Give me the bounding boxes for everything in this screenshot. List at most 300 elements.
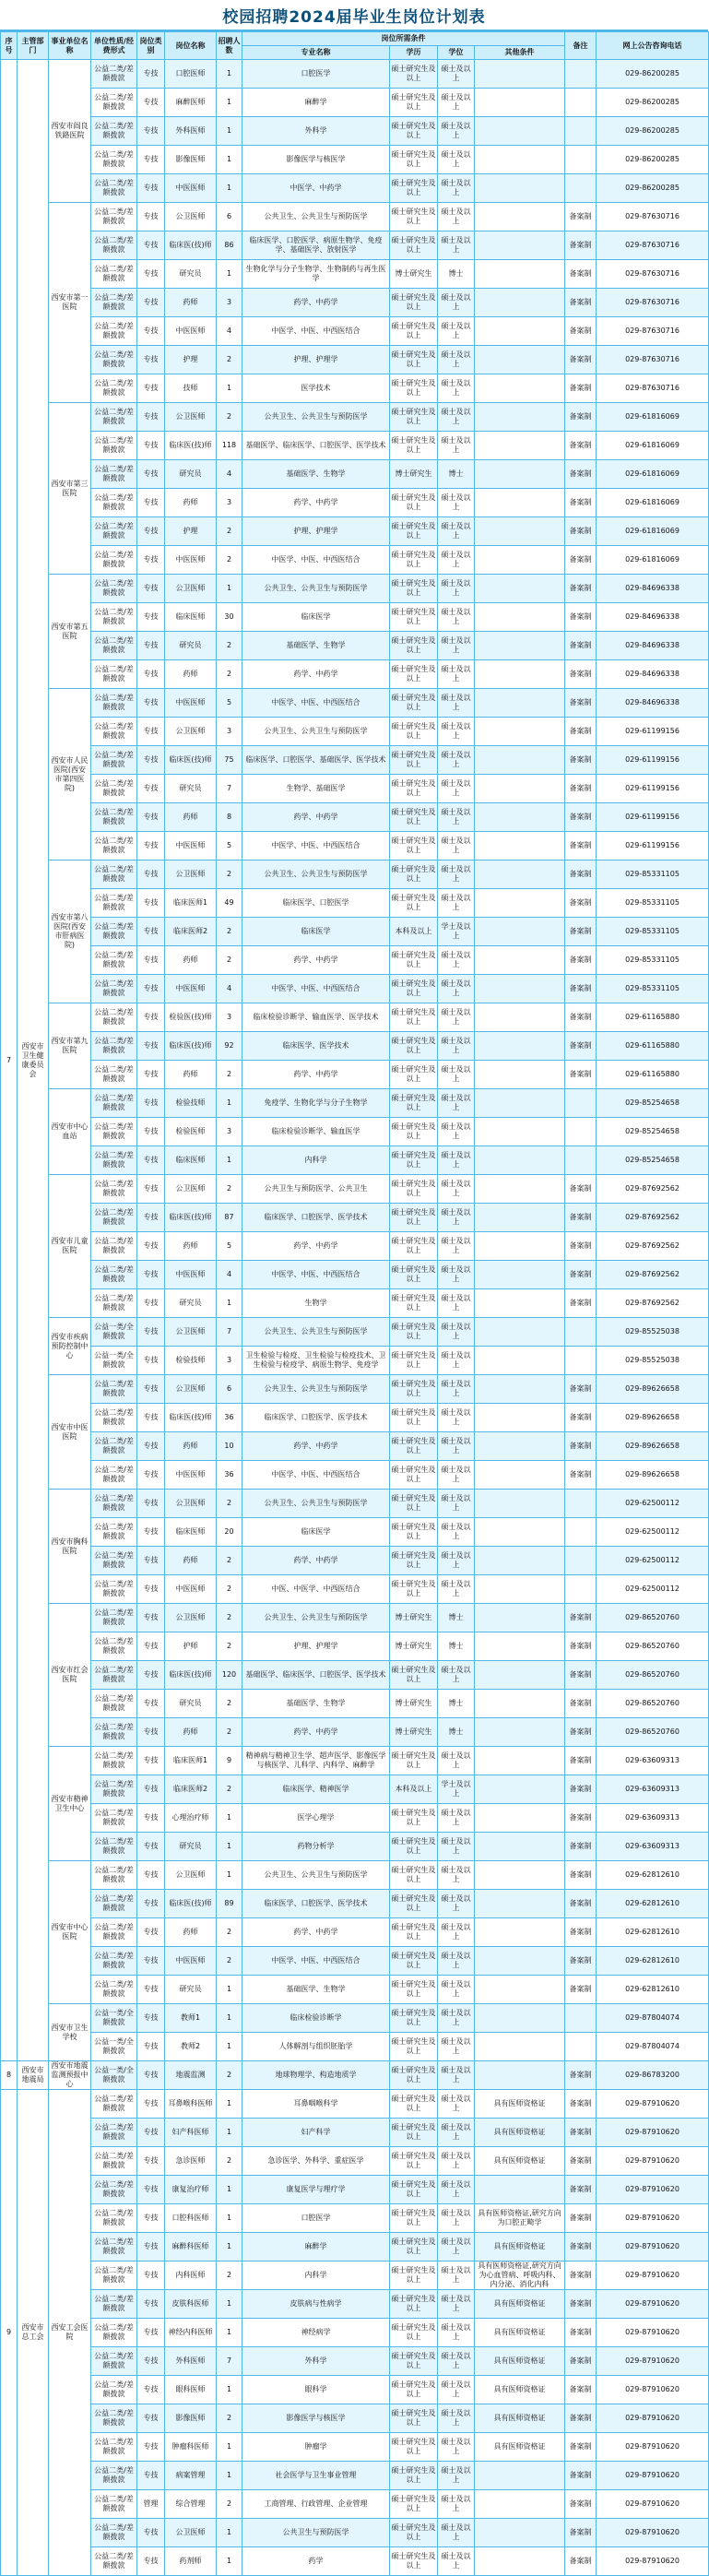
other-cell bbox=[475, 603, 565, 632]
other-cell bbox=[475, 861, 565, 889]
post-name-cell: 外科医师 bbox=[165, 117, 217, 146]
table-header bbox=[1, 32, 709, 60]
contact-cell: 029-87910620 bbox=[597, 2233, 709, 2261]
table-row bbox=[1, 2090, 709, 2119]
edu-cell: 硕士研究生及以上 bbox=[390, 1661, 438, 1690]
other-cell bbox=[475, 289, 565, 317]
major-cell: 中医学、中医、中西医结合 bbox=[242, 1261, 390, 1289]
table-row bbox=[1, 2347, 709, 2376]
degree-cell: 学士及以上 bbox=[438, 1775, 475, 1804]
table-row bbox=[1, 1061, 709, 1089]
post-type-cell: 专技 bbox=[137, 1747, 165, 1775]
edu-cell: 硕士研究生及以上 bbox=[390, 203, 438, 231]
major-cell: 耳鼻咽喉科学 bbox=[242, 2090, 390, 2119]
unit-cell: 西安市儿童医院 bbox=[49, 1175, 91, 1318]
table-row bbox=[1, 2033, 709, 2061]
other-cell bbox=[475, 1375, 565, 1404]
post-type-cell: 专技 bbox=[137, 1175, 165, 1204]
other-cell bbox=[475, 1604, 565, 1632]
table-row bbox=[1, 946, 709, 975]
edu-cell: 硕士研究生及以上 bbox=[390, 1747, 438, 1775]
header-remark: 备注 bbox=[565, 32, 597, 60]
major-cell: 地球物理学、构造地质学 bbox=[242, 2061, 390, 2090]
table-row bbox=[1, 1289, 709, 1318]
nature-cell: 公益二类/差额拨款 bbox=[91, 174, 137, 203]
contact-cell: 029-86200285 bbox=[597, 89, 709, 117]
table-row bbox=[1, 1632, 709, 1661]
contact-cell: 029-61816069 bbox=[597, 546, 709, 575]
remark-cell: 备案制 bbox=[565, 946, 597, 975]
nature-cell: 公益二类/差额拨款 bbox=[91, 2547, 137, 2576]
degree-cell: 硕士及以上 bbox=[438, 2347, 475, 2376]
post-name-cell: 心理治疗师 bbox=[165, 1804, 217, 1833]
quota-cell: 2 bbox=[217, 861, 242, 889]
remark-cell: 备案制 bbox=[565, 203, 597, 231]
post-name-cell: 药师 bbox=[165, 803, 217, 832]
major-cell: 公共卫生、公共卫生与预防医学 bbox=[242, 1490, 390, 1518]
post-name-cell: 康复治疗师 bbox=[165, 2176, 217, 2204]
post-name-cell: 中医医师 bbox=[165, 317, 217, 346]
post-name-cell: 护师 bbox=[165, 1632, 217, 1661]
nature-cell: 公益一类/全额拨款 bbox=[91, 1318, 137, 1347]
nature-cell: 公益二类/差额拨款 bbox=[91, 432, 137, 460]
remark-cell bbox=[565, 146, 597, 174]
quota-cell: 20 bbox=[217, 1518, 242, 1547]
nature-cell: 公益二类/差额拨款 bbox=[91, 832, 137, 861]
nature-cell: 公益二类/差额拨款 bbox=[91, 660, 137, 689]
major-cell: 护理、护理学 bbox=[242, 1632, 390, 1661]
quota-cell: 87 bbox=[217, 1204, 242, 1232]
quota-cell: 1 bbox=[217, 2462, 242, 2490]
post-type-cell: 专技 bbox=[137, 117, 165, 146]
post-name-cell: 中医医师 bbox=[165, 1261, 217, 1289]
edu-cell: 硕士研究生及以上 bbox=[390, 1061, 438, 1089]
major-cell: 临床医学、医学技术 bbox=[242, 1032, 390, 1061]
major-cell: 中医学、中医、中西医结合 bbox=[242, 975, 390, 1003]
table-row bbox=[1, 546, 709, 575]
contact-cell: 029-87804074 bbox=[597, 2033, 709, 2061]
degree-cell: 硕士及以上 bbox=[438, 546, 475, 575]
degree-cell: 硕士及以上 bbox=[438, 660, 475, 689]
edu-cell: 硕士研究生及以上 bbox=[390, 289, 438, 317]
major-cell: 临床医学、口腔医学、病原生物学、免疫学、基础医学、放射医学 bbox=[242, 231, 390, 260]
post-type-cell: 专技 bbox=[137, 289, 165, 317]
other-cell bbox=[475, 1718, 565, 1747]
nature-cell: 公益二类/差额拨款 bbox=[91, 2319, 137, 2347]
quota-cell: 3 bbox=[217, 718, 242, 746]
nature-cell: 公益二类/差额拨款 bbox=[91, 1775, 137, 1804]
recruitment-plan-table bbox=[0, 31, 709, 2576]
post-type-cell: 专技 bbox=[137, 1804, 165, 1833]
degree-cell: 硕士及以上 bbox=[438, 117, 475, 146]
unit-cell: 西安市精神卫生中心 bbox=[49, 1747, 91, 1861]
post-name-cell: 口腔医师 bbox=[165, 60, 217, 89]
quota-cell: 2 bbox=[217, 517, 242, 546]
remark-cell: 备案制 bbox=[565, 546, 597, 575]
post-type-cell: 专技 bbox=[137, 2261, 165, 2290]
table-row bbox=[1, 2233, 709, 2261]
quota-cell: 5 bbox=[217, 689, 242, 718]
major-cell: 公共卫生与预防医学 bbox=[242, 2519, 390, 2547]
table-row bbox=[1, 2004, 709, 2033]
remark-cell: 备案制 bbox=[565, 975, 597, 1003]
post-name-cell: 药师 bbox=[165, 660, 217, 689]
post-type-cell: 专技 bbox=[137, 1461, 165, 1490]
remark-cell: 备案制 bbox=[565, 1232, 597, 1261]
post-name-cell: 影像医师 bbox=[165, 2404, 217, 2433]
remark-cell bbox=[565, 1518, 597, 1547]
degree-cell: 硕士及以上 bbox=[438, 2033, 475, 2061]
degree-cell: 硕士及以上 bbox=[438, 775, 475, 803]
unit-cell: 西安市中医医院 bbox=[49, 1375, 91, 1490]
edu-cell: 硕士研究生及以上 bbox=[390, 403, 438, 432]
post-name-cell: 研究员 bbox=[165, 1976, 217, 2004]
degree-cell: 硕士及以上 bbox=[438, 575, 475, 603]
post-type-cell: 专技 bbox=[137, 1518, 165, 1547]
contact-cell: 029-61165880 bbox=[597, 1003, 709, 1032]
remark-cell: 备案制 bbox=[565, 632, 597, 660]
post-name-cell: 药师 bbox=[165, 1547, 217, 1575]
post-type-cell: 专技 bbox=[137, 746, 165, 775]
contact-cell: 029-61199156 bbox=[597, 746, 709, 775]
post-type-cell: 专技 bbox=[137, 2462, 165, 2490]
table-row bbox=[1, 1833, 709, 1861]
unit-cell: 西安市卫生学校 bbox=[49, 2004, 91, 2061]
remark-cell: 备案制 bbox=[565, 803, 597, 832]
other-cell bbox=[475, 2176, 565, 2204]
major-cell: 肿瘤学 bbox=[242, 2433, 390, 2462]
major-cell: 公共卫生、公共卫生与预防医学 bbox=[242, 1375, 390, 1404]
edu-cell: 硕士研究生及以上 bbox=[390, 60, 438, 89]
remark-cell bbox=[565, 60, 597, 89]
contact-cell: 029-61199156 bbox=[597, 832, 709, 861]
other-cell bbox=[475, 1432, 565, 1461]
remark-cell: 备案制 bbox=[565, 1261, 597, 1289]
nature-cell: 公益二类/差额拨款 bbox=[91, 946, 137, 975]
table-row bbox=[1, 60, 709, 89]
quota-cell: 2 bbox=[217, 1575, 242, 1604]
other-cell bbox=[475, 1976, 565, 2004]
other-cell bbox=[475, 60, 565, 89]
quota-cell: 2 bbox=[217, 2261, 242, 2290]
table-row bbox=[1, 374, 709, 403]
post-name-cell: 检验医师 bbox=[165, 1118, 217, 1146]
degree-cell: 硕士及以上 bbox=[438, 1833, 475, 1861]
table-row bbox=[1, 1547, 709, 1575]
nature-cell: 公益二类/差额拨款 bbox=[91, 1518, 137, 1547]
major-cell: 社会医学与卫生事业管理 bbox=[242, 2462, 390, 2490]
degree-cell: 硕士及以上 bbox=[438, 1375, 475, 1404]
contact-cell: 029-87910620 bbox=[597, 2347, 709, 2376]
degree-cell: 硕士及以上 bbox=[438, 2462, 475, 2490]
post-name-cell: 肿瘤科医师 bbox=[165, 2433, 217, 2462]
table-row bbox=[1, 2061, 709, 2090]
edu-cell: 硕士研究生及以上 bbox=[390, 1547, 438, 1575]
degree-cell: 硕士及以上 bbox=[438, 1347, 475, 1375]
contact-cell: 029-87692562 bbox=[597, 1289, 709, 1318]
other-cell bbox=[475, 403, 565, 432]
other-cell: 具有医师资格证 bbox=[475, 2376, 565, 2404]
nature-cell: 公益二类/差额拨款 bbox=[91, 2290, 137, 2319]
degree-cell: 硕士及以上 bbox=[438, 1318, 475, 1347]
table-row bbox=[1, 1804, 709, 1833]
post-name-cell: 中医医师 bbox=[165, 174, 217, 203]
major-cell: 药学、中药学 bbox=[242, 1547, 390, 1575]
other-cell bbox=[475, 374, 565, 403]
post-type-cell: 专技 bbox=[137, 1976, 165, 2004]
nature-cell: 公益二类/差额拨款 bbox=[91, 975, 137, 1003]
edu-cell: 硕士研究生及以上 bbox=[390, 2176, 438, 2204]
table-row bbox=[1, 432, 709, 460]
unit-cell: 西安市第一医院 bbox=[49, 203, 91, 403]
major-cell: 康复医学与理疗学 bbox=[242, 2176, 390, 2204]
other-cell: 具有医师资格证 bbox=[475, 2433, 565, 2462]
other-cell bbox=[475, 632, 565, 660]
quota-cell: 2 bbox=[217, 1947, 242, 1976]
header-major: 专业名称 bbox=[242, 46, 390, 60]
edu-cell: 硕士研究生及以上 bbox=[390, 1347, 438, 1375]
post-name-cell: 公卫医师 bbox=[165, 1375, 217, 1404]
post-name-cell: 研究员 bbox=[165, 1289, 217, 1318]
post-type-cell: 专技 bbox=[137, 1432, 165, 1461]
degree-cell: 硕士及以上 bbox=[438, 489, 475, 517]
quota-cell: 7 bbox=[217, 775, 242, 803]
major-cell: 皮肤病与性病学 bbox=[242, 2290, 390, 2319]
major-cell: 临床医学 bbox=[242, 603, 390, 632]
post-type-cell: 专技 bbox=[137, 2347, 165, 2376]
contact-cell: 029-87910620 bbox=[597, 2433, 709, 2462]
edu-cell: 硕士研究生及以上 bbox=[390, 489, 438, 517]
major-cell: 公共卫生、公共卫生与预防医学 bbox=[242, 403, 390, 432]
degree-cell: 硕士及以上 bbox=[438, 1003, 475, 1032]
quota-cell: 1 bbox=[217, 2176, 242, 2204]
other-cell bbox=[475, 146, 565, 174]
table-row bbox=[1, 2319, 709, 2347]
degree-cell: 博士 bbox=[438, 1718, 475, 1747]
other-cell bbox=[475, 2033, 565, 2061]
quota-cell: 118 bbox=[217, 432, 242, 460]
major-cell: 基础医学、临床医学、口腔医学、医学技术 bbox=[242, 432, 390, 460]
contact-cell: 029-86520760 bbox=[597, 1718, 709, 1747]
table-row bbox=[1, 460, 709, 489]
major-cell: 药学、中药学 bbox=[242, 489, 390, 517]
post-name-cell: 病案管理 bbox=[165, 2462, 217, 2490]
post-name-cell: 药师 bbox=[165, 1061, 217, 1089]
remark-cell: 备案制 bbox=[565, 1175, 597, 1204]
other-cell bbox=[475, 1490, 565, 1518]
nature-cell: 公益二类/差额拨款 bbox=[91, 2090, 137, 2119]
table-row bbox=[1, 146, 709, 174]
table-row bbox=[1, 117, 709, 146]
nature-cell: 公益二类/差额拨款 bbox=[91, 374, 137, 403]
edu-cell: 硕士研究生及以上 bbox=[390, 2004, 438, 2033]
edu-cell: 硕士研究生及以上 bbox=[390, 2290, 438, 2319]
unit-cell: 西安市人民医院(西安市第四医院) bbox=[49, 689, 91, 861]
contact-cell: 029-85331105 bbox=[597, 946, 709, 975]
post-type-cell: 专技 bbox=[137, 832, 165, 861]
quota-cell: 5 bbox=[217, 1232, 242, 1261]
nature-cell: 公益二类/差额拨款 bbox=[91, 260, 137, 289]
other-cell bbox=[475, 460, 565, 489]
table-row bbox=[1, 2490, 709, 2519]
table-row bbox=[1, 632, 709, 660]
post-name-cell: 药师 bbox=[165, 1232, 217, 1261]
nature-cell: 公益二类/差额拨款 bbox=[91, 1632, 137, 1661]
edu-cell: 硕士研究生及以上 bbox=[390, 2033, 438, 2061]
edu-cell: 硕士研究生及以上 bbox=[390, 1861, 438, 1890]
degree-cell: 硕士及以上 bbox=[438, 432, 475, 460]
other-cell bbox=[475, 260, 565, 289]
other-cell: 具有医师资格证,研究方向为口腔正畸学 bbox=[475, 2204, 565, 2233]
post-name-cell: 公卫医师 bbox=[165, 1604, 217, 1632]
quota-cell: 6 bbox=[217, 1375, 242, 1404]
degree-cell: 硕士及以上 bbox=[438, 346, 475, 374]
unit-cell: 西安市阎良铁路医院 bbox=[49, 60, 91, 203]
table-row bbox=[1, 2519, 709, 2547]
edu-cell: 硕士研究生及以上 bbox=[390, 117, 438, 146]
edu-cell: 硕士研究生及以上 bbox=[390, 2347, 438, 2376]
degree-cell: 硕士及以上 bbox=[438, 317, 475, 346]
degree-cell: 硕士及以上 bbox=[438, 517, 475, 546]
table-row bbox=[1, 746, 709, 775]
major-cell: 临床医学 bbox=[242, 1518, 390, 1547]
contact-cell: 029-87910620 bbox=[597, 2490, 709, 2519]
major-cell: 生物学、基础医学 bbox=[242, 775, 390, 803]
edu-cell: 博士研究生 bbox=[390, 1718, 438, 1747]
dept-cell: 西安市卫生健康委员会 bbox=[18, 60, 49, 2061]
post-name-cell: 药师 bbox=[165, 489, 217, 517]
post-name-cell: 药师 bbox=[165, 1432, 217, 1461]
nature-cell: 公益二类/差额拨款 bbox=[91, 889, 137, 918]
other-cell bbox=[475, 1118, 565, 1146]
quota-cell: 7 bbox=[217, 2347, 242, 2376]
nature-cell: 公益二类/差额拨款 bbox=[91, 1976, 137, 2004]
major-cell: 内科学 bbox=[242, 2261, 390, 2290]
table-row bbox=[1, 517, 709, 546]
post-name-cell: 临床医(技)师 bbox=[165, 1404, 217, 1432]
edu-cell: 硕士研究生及以上 bbox=[390, 1833, 438, 1861]
degree-cell: 硕士及以上 bbox=[438, 746, 475, 775]
remark-cell: 备案制 bbox=[565, 718, 597, 746]
table-row bbox=[1, 1146, 709, 1175]
degree-cell: 硕士及以上 bbox=[438, 2176, 475, 2204]
edu-cell: 硕士研究生及以上 bbox=[390, 2547, 438, 2576]
post-type-cell: 专技 bbox=[137, 2061, 165, 2090]
remark-cell bbox=[565, 174, 597, 203]
nature-cell: 公益二类/差额拨款 bbox=[91, 546, 137, 575]
contact-cell: 029-87630716 bbox=[597, 260, 709, 289]
post-name-cell: 检验医(技)师 bbox=[165, 1003, 217, 1032]
post-name-cell: 临床医师 bbox=[165, 1518, 217, 1547]
major-cell: 基础医学、生物学 bbox=[242, 1690, 390, 1718]
table-row bbox=[1, 1347, 709, 1375]
edu-cell: 硕士研究生及以上 bbox=[390, 975, 438, 1003]
other-cell bbox=[475, 1347, 565, 1375]
edu-cell: 硕士研究生及以上 bbox=[390, 2462, 438, 2490]
other-cell bbox=[475, 1146, 565, 1175]
post-name-cell: 护理 bbox=[165, 517, 217, 546]
other-cell bbox=[475, 803, 565, 832]
major-cell: 公共卫生、公共卫生与预防医学 bbox=[242, 1861, 390, 1890]
post-type-cell: 专技 bbox=[137, 689, 165, 718]
major-cell: 影像医学与核医学 bbox=[242, 146, 390, 174]
table-row bbox=[1, 2290, 709, 2319]
quota-cell: 2 bbox=[217, 1547, 242, 1575]
other-cell bbox=[475, 1947, 565, 1976]
nature-cell: 公益二类/差额拨款 bbox=[91, 1833, 137, 1861]
post-type-cell: 专技 bbox=[137, 2204, 165, 2233]
quota-cell: 2 bbox=[217, 1604, 242, 1632]
degree-cell: 硕士及以上 bbox=[438, 1547, 475, 1575]
quota-cell: 2 bbox=[217, 2061, 242, 2090]
table-row bbox=[1, 174, 709, 203]
major-cell: 药学、中药学 bbox=[242, 803, 390, 832]
header-contact: 网上公告咨询电话 bbox=[597, 32, 709, 60]
degree-cell: 硕士及以上 bbox=[438, 1947, 475, 1976]
unit-cell: 西安市疾病预防控制中心 bbox=[49, 1318, 91, 1375]
nature-cell: 公益二类/差额拨款 bbox=[91, 60, 137, 89]
edu-cell: 硕士研究生及以上 bbox=[390, 2204, 438, 2233]
table-row bbox=[1, 2176, 709, 2204]
remark-cell: 备案制 bbox=[565, 1976, 597, 2004]
post-type-cell: 专技 bbox=[137, 1890, 165, 1918]
major-cell: 公共卫生、公共卫生与预防医学 bbox=[242, 575, 390, 603]
contact-cell: 029-63609313 bbox=[597, 1747, 709, 1775]
unit-cell: 西安市地震监测预报中心 bbox=[49, 2061, 91, 2090]
other-cell bbox=[475, 1632, 565, 1661]
major-cell: 眼科学 bbox=[242, 2376, 390, 2404]
quota-cell: 9 bbox=[217, 1747, 242, 1775]
post-type-cell: 专技 bbox=[137, 1490, 165, 1518]
post-name-cell: 研究员 bbox=[165, 1690, 217, 1718]
nature-cell: 公益二类/差额拨款 bbox=[91, 2261, 137, 2290]
major-cell: 临床医学、口腔医学、医学技术 bbox=[242, 1404, 390, 1432]
contact-cell: 029-87804074 bbox=[597, 2004, 709, 2033]
post-type-cell: 专技 bbox=[137, 203, 165, 231]
post-name-cell: 临床医师1 bbox=[165, 1747, 217, 1775]
degree-cell: 硕士及以上 bbox=[438, 803, 475, 832]
contact-cell: 029-84696338 bbox=[597, 660, 709, 689]
post-name-cell: 护理 bbox=[165, 346, 217, 374]
post-name-cell: 口腔科医师 bbox=[165, 2204, 217, 2233]
post-type-cell: 专技 bbox=[137, 1947, 165, 1976]
remark-cell: 备案制 bbox=[565, 489, 597, 517]
degree-cell: 硕士及以上 bbox=[438, 203, 475, 231]
contact-cell: 029-85254658 bbox=[597, 1089, 709, 1118]
degree-cell: 硕士及以上 bbox=[438, 1490, 475, 1518]
remark-cell: 备案制 bbox=[565, 2204, 597, 2233]
table-row bbox=[1, 489, 709, 517]
nature-cell: 公益二类/差额拨款 bbox=[91, 2519, 137, 2547]
unit-cell: 西安市第九医院 bbox=[49, 1003, 91, 1089]
degree-cell: 硕士及以上 bbox=[438, 1918, 475, 1947]
contact-cell: 029-87692562 bbox=[597, 1261, 709, 1289]
table-row bbox=[1, 2147, 709, 2176]
remark-cell: 备案制 bbox=[565, 1204, 597, 1232]
header-post-name: 岗位名称 bbox=[165, 32, 217, 60]
nature-cell: 公益二类/差额拨款 bbox=[91, 1432, 137, 1461]
quota-cell: 3 bbox=[217, 1347, 242, 1375]
post-type-cell: 专技 bbox=[137, 1861, 165, 1890]
edu-cell: 硕士研究生及以上 bbox=[390, 775, 438, 803]
table-row bbox=[1, 1089, 709, 1118]
post-type-cell: 专技 bbox=[137, 1146, 165, 1175]
table-row bbox=[1, 1175, 709, 1204]
degree-cell: 博士 bbox=[438, 1632, 475, 1661]
contact-cell: 029-85331105 bbox=[597, 975, 709, 1003]
contact-cell: 029-87630716 bbox=[597, 289, 709, 317]
remark-cell bbox=[565, 2033, 597, 2061]
